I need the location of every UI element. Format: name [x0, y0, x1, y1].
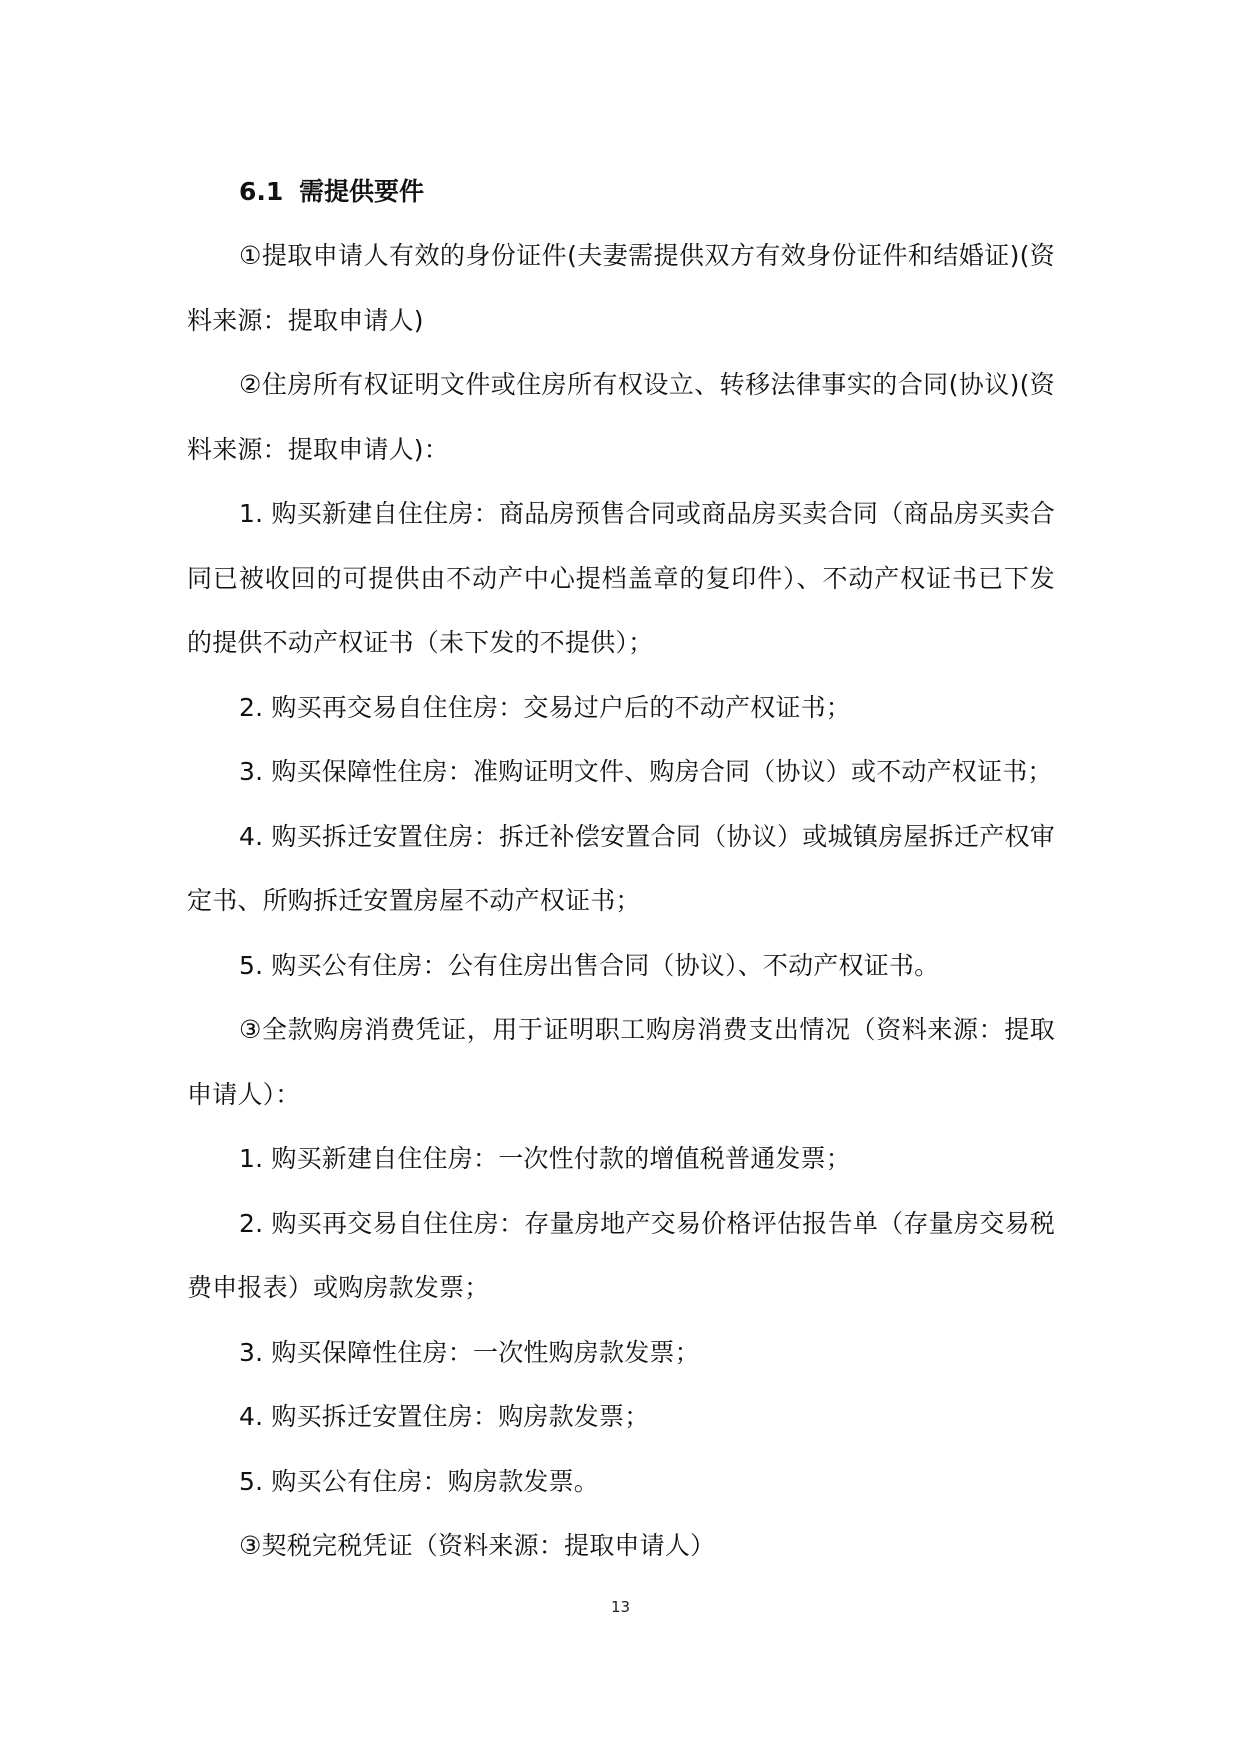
paragraph-ownership-new-house: 1. 购买新建自住住房：商品房预售合同或商品房买卖合同（商品房买卖合同已被收回的可提供由不动产中心提档盖章的复印件）、不动产权证书已下发的提供不动产权证书（未下发的不提供）；	[187, 499, 1055, 657]
paragraph-ownership-affordable-house: 3. 购买保障性住房：准购证明文件、购房合同（协议）或不动产权证书；	[239, 757, 1053, 786]
paragraph-ownership-resale-house: 2. 购买再交易自住住房：交易过户后的不动产权证书；	[239, 692, 852, 722]
page-number: 13	[610, 1598, 631, 1616]
paragraph-ownership-proof: ②住房所有权证明文件或住房所有权设立、转移法律事实的合同(协议)(资料来源：提取申请人)：	[187, 370, 1055, 464]
section-number: 6.1	[239, 177, 284, 206]
paragraph-ownership-relocation-house: 4. 购买拆迁安置住房：拆迁补偿安置合同（协议）或城镇房屋拆迁产权审定书、所购拆迁安置房屋不动产权证书；	[187, 821, 1055, 915]
paragraph-ownership-public-house: 5. 购买公有住房：公有住房出售合同（协议）、不动产权证书。	[239, 950, 940, 980]
section-title: 需提供要件	[299, 177, 425, 206]
paragraph-payment-affordable-house: 3. 购买保障性住房：一次性购房款发票；	[239, 1337, 700, 1367]
paragraph-payment-proof: ③全款购房消费凭证，用于证明职工购房消费支出情况（资料来源：提取申请人）：	[187, 1015, 1055, 1109]
paragraph-payment-relocation-house: 4. 购买拆迁安置住房：购房款发票；	[239, 1402, 650, 1431]
paragraph-deed-tax: ③契税完税凭证（资料来源：提取申请人）	[239, 1531, 716, 1560]
page-content	[187, 160, 1055, 1579]
paragraph-payment-new-house: 1. 购买新建自住住房：一次性付款的增值税普通发票；	[239, 1144, 852, 1173]
section-heading	[187, 160, 1055, 224]
paragraph-payment-resale-house: 2. 购买再交易自住住房：存量房地产交易价格评估报告单（存量房交易税费申报表）或购房款发票；	[187, 1208, 1055, 1302]
paragraph-payment-public-house: 5. 购买公有住房：购房款发票。	[239, 1466, 600, 1496]
paragraph-id-document: ①提取申请人有效的身份证件(夫妻需提供双方有效身份证件和结婚证)(资料来源：提取申请人)	[187, 241, 1055, 335]
